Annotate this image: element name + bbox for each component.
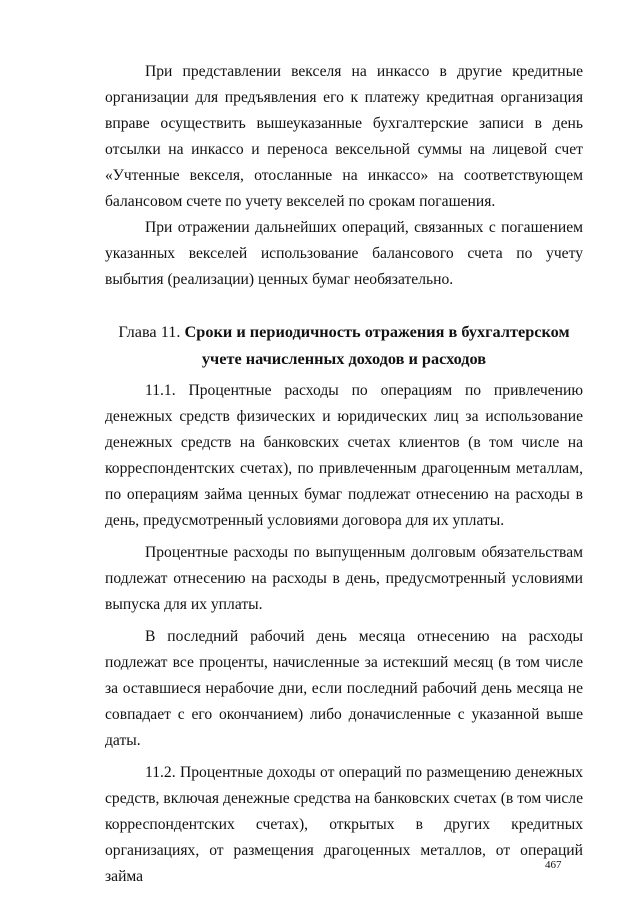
chapter-body: [105, 378, 583, 890]
paragraph-promissory-collection: При представлении векселя на инкассо в другие кредитные организации для предъявления его к платежу кредитная организация вправе осуществить вышеуказанные бухгалтерские записи в день отсылки на инкассо и переноса вексельной суммы на лицевой счет «Учтенные векселя, отосланные на инкассо» на соответствующем балансовом счете по учету векселей по срокам погашения.: [105, 63, 583, 210]
paragraph-last-working-day: В последний рабочий день месяца отнесению на расходы подлежат все проценты, начисленные за истекший месяц (в том числе за оставшиеся нерабочие дни, если последний рабочий день месяца не совпадает с его окончанием) либо доначисленные с указанной выше даты.: [105, 628, 583, 749]
paragraph-11-2: 11.2. Процентные доходы от операций по размещению денежных средств, включая денежные средства на банковских счетах (в том числе корреспондентских счетах), открытых в других кредитных организациях, от размещения драгоценных металлов, от операций займа: [105, 764, 583, 885]
chapter-prefix: Глава 11.: [118, 322, 185, 341]
chapter-heading: [105, 318, 583, 372]
intro-paragraphs: [105, 59, 583, 215]
paragraph-11-1: 11.1. Процентные расходы по операциям по привлечению денежных средств физических и юридических лиц за использование денежных средств на банковских счетах клиентов (в том числе на корреспондентских счетах), по привлеченным драгоценным металлам, по операциям займа ценных бумаг подлежат отнесению на расходы в день, предусмотренный условиями договора для их уплаты.: [105, 382, 583, 529]
chapter-title: Сроки и периодичность отражения в бухгалтерском учете начисленных доходов и расходов: [184, 322, 570, 368]
paragraph-debt-obligations: Процентные расходы по выпущенным долговым обязательствам подлежат отнесению на расходы в день, предусмотренный условиями выпуска для их уплаты.: [105, 544, 583, 613]
intro-paragraphs-continued: [105, 215, 583, 293]
paragraph-further-operations: При отражении дальнейших операций, связанных с погашением указанных векселей использование балансового счета по учету выбытия (реализации) ценных бумаг необязательно.: [105, 219, 583, 288]
page-number: 467: [545, 859, 562, 871]
